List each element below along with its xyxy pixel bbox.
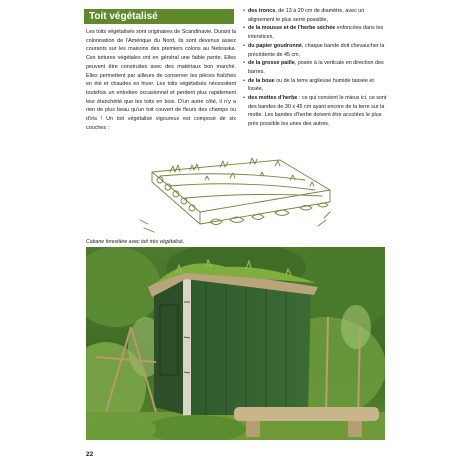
- layer-term: de la grosse paille: [248, 60, 295, 67]
- intro-paragraph: Les toits végétalisés sont originaires de Scandinavie. Durant la colonisation de l’Amérique du Nord, ils sont devenus assez courants sur les maisons des premiers colons au Nebraska. Ces toitures végétales ont en général une faible pente. Elles peuvent être construites avec des matériaux bon marché. Elles permettent par ailleurs de conserver les pièces fraîches en été et chaudes en hiver. Les toits végétalisés nécessitent toutefois un entretien occasionnel et perdent plus rapidement leur étanchéité que les toits en bois. D’un autre côté, il n’y a rien de plus beau qu’un toit couvert de fleurs des champs ou d’iris ! Un toit végétalisé vigoureux est composé de six couches :: [86, 29, 236, 131]
- layer-desc: , chaque bande doit chevaucher la précédente de 45 cm,: [248, 42, 385, 58]
- layer-item: [243, 7, 389, 24]
- layer-desc: ou de la terre argileuse humide tassée et lissée,: [248, 77, 374, 93]
- photo-caption: Cabane forestière avec toit très végétalisé.: [86, 239, 185, 245]
- layer-desc: , de 13 à 20 cm de diamètre, avec un alignement le plus serré possible,: [248, 8, 365, 23]
- layer-desc: enfoncées dans les interstices,: [248, 25, 384, 41]
- page-number: 22: [86, 451, 94, 458]
- layer-term: de la mousse et de l’herbe séchée: [248, 25, 336, 32]
- section-heading: Toit végétalisé: [89, 11, 158, 22]
- layers-column: [243, 7, 389, 129]
- layer-desc: , posée à la verticale en direction des barres,: [248, 60, 384, 75]
- layer-term: des mottes d’herbe: [248, 95, 298, 102]
- layer-item: [243, 42, 389, 59]
- layers-list: [243, 7, 389, 129]
- layer-item: [243, 77, 389, 94]
- layer-item: [243, 94, 389, 129]
- layer-item: [243, 24, 389, 41]
- roof-layers-illustration: [130, 150, 340, 240]
- intro-column: [86, 28, 236, 132]
- layer-desc: : ce qui convient le mieux ici, ce sont des bandes de 30 x 45 cm ayant encore de la terre sur la motte. Les bandes d’herbe doivent être accolées le plus près possible les unes des autres.: [248, 95, 387, 128]
- section-heading-bar: [84, 9, 234, 24]
- layer-term: des troncs: [248, 8, 276, 14]
- layer-term: du papier goudronné: [248, 42, 302, 49]
- cabin-photo: [86, 247, 385, 440]
- layer-term: de la boue: [248, 77, 275, 84]
- layer-item: [243, 59, 389, 76]
